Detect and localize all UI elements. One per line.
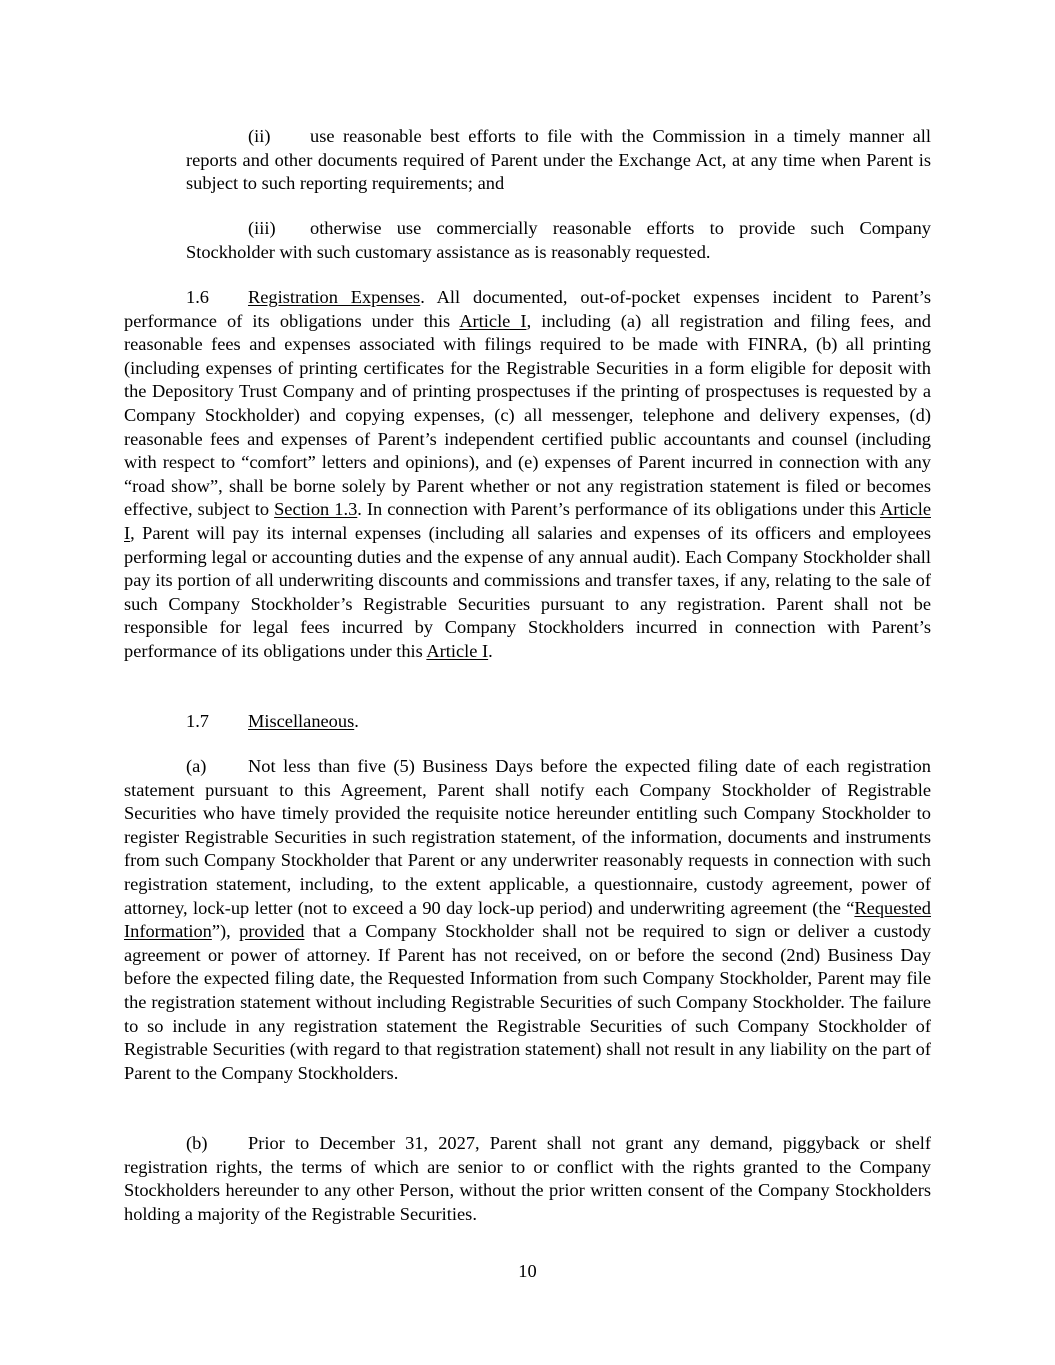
section-1-7-b-number: (b) (186, 1133, 208, 1153)
section-1-7-a-text-1: Not less than five (5) Business Days before the expected filing date of each registration statement pursuant to this Agreement, Parent shall notify each Company Stockholder of Registrable Securities who have timely provided the requisite notice hereunder entitling such Company Stockholder to register Registrable Securities in such registration statement, of the information, documents and instruments from such Company Stockholder that Parent or any underwriter reasonably requests in connection with such registration statement, including, to the extent applicable, a questionnaire, custody agreement, power of attorney, lock-up letter (not to exceed a 90 day lock-up period) and underwriting agreement (the “ (124, 756, 931, 918)
clause-iii-number: (iii) (248, 218, 276, 238)
article-i-reference[interactable]: Article I (426, 640, 489, 661)
section-1-6-heading: Registration Expenses (248, 287, 421, 307)
section-1-6-text-4: , Parent will pay its internal expenses (including all salaries and expenses of its officers and employees performing legal or accounting duties and the expense of any annual audit). Each Company Stockholder shall pay its portion of all underwriting discounts and commissions and transfer taxes, if any, relating to the sale of such Company Stockholder’s Registrable Securities pursuant to any registration. Parent shall not be responsible for legal fees incurred by Company Stockholders incurred in connection with Parent’s performance of its obligations under this (124, 522, 931, 661)
article-i-reference[interactable]: Article I (124, 499, 931, 543)
section-1-6-text-1: . All documented, out-of-pocket expenses incident to Parent’s performance of its obligations under this (124, 287, 931, 331)
clause-ii-text: use reasonable best efforts to file with the Commission in a timely manner all reports and other documents required of Parent under the Exchange Act, at any time when Parent is subject to such reporting requirements; and (186, 126, 931, 194)
section-1-6 (124, 286, 931, 664)
section-1-6-text-5: . (488, 640, 493, 661)
section-1-7-a-number: (a) (186, 756, 207, 776)
section-1-7-a-text-2: ”), (211, 921, 240, 942)
clause-ii (186, 125, 931, 196)
section-1-7-tail: . (354, 711, 359, 731)
clause-ii-number: (ii) (248, 126, 271, 146)
section-1-3-reference[interactable]: Section 1.3 (274, 499, 358, 520)
section-1-7-number: 1.7 (186, 711, 209, 731)
section-1-6-number: 1.6 (186, 287, 209, 307)
clause-iii-text: otherwise use commercially reasonable efforts to provide such Company Stockholder with such customary assistance as is reasonably requested. (186, 218, 931, 262)
clause-iii (186, 217, 931, 264)
page-number: 10 (518, 1261, 537, 1281)
article-i-reference[interactable]: Article I (459, 310, 527, 331)
section-1-7 (124, 710, 931, 734)
section-1-7-heading: Miscellaneous (248, 711, 355, 731)
proviso-term: provided (239, 921, 305, 942)
section-1-7-b (124, 1132, 931, 1226)
section-1-6-text-3: . In connection with Parent’s performance of its obligations under this (357, 499, 880, 520)
defined-term-requested-information: Requested Information (124, 897, 931, 942)
section-1-7-a (124, 755, 931, 1085)
section-1-6-text-2: , including (a) all registration and filing fees, and reasonable fees and expenses associated with filings required to be made with FINRA, (b) all printing (including expenses of printing certificates for the Registrable Securities in a form eligible for deposit with the Depository Trust Company and of printing prospectuses if the printing of prospectuses is requested by a Company Stockholder) and copying expenses, (c) all messenger, telephone and delivery expenses, (d) reasonable fees and expenses of Parent’s independent certified public accountants and counsel (including with respect to “comfort” letters and opinions), and (e) expenses of Parent incurred in connection with any “road show”, shall be borne solely by Parent whether or not any registration statement is filed or becomes effective, subject to (124, 310, 932, 520)
section-1-7-b-text: Prior to December 31, 2027, Parent shall not grant any demand, piggyback or shelf registration rights, the terms of which are senior to or conflict with the rights granted to the Company Stockholders hereunder to any other Person, without the prior written consent of the Company Stockholders holding a majority of the Registrable Securities. (124, 1133, 931, 1224)
section-1-7-a-text-3: that a Company Stockholder shall not be required to sign or deliver a custody agreement or power of attorney. If Parent has not received, on or before the second (2nd) Business Day before the expected filing date, the Requested Information from such Company Stockholder, Parent may file the registration statement without including Registrable Securities of such Company Stockholder. The failure to so include in any registration statement the Registrable Securities of such Company Stockholder of Registrable Securities (with regard to that registration statement) shall not result in any liability on the part of Parent to the Company Stockholders. (124, 921, 931, 1083)
